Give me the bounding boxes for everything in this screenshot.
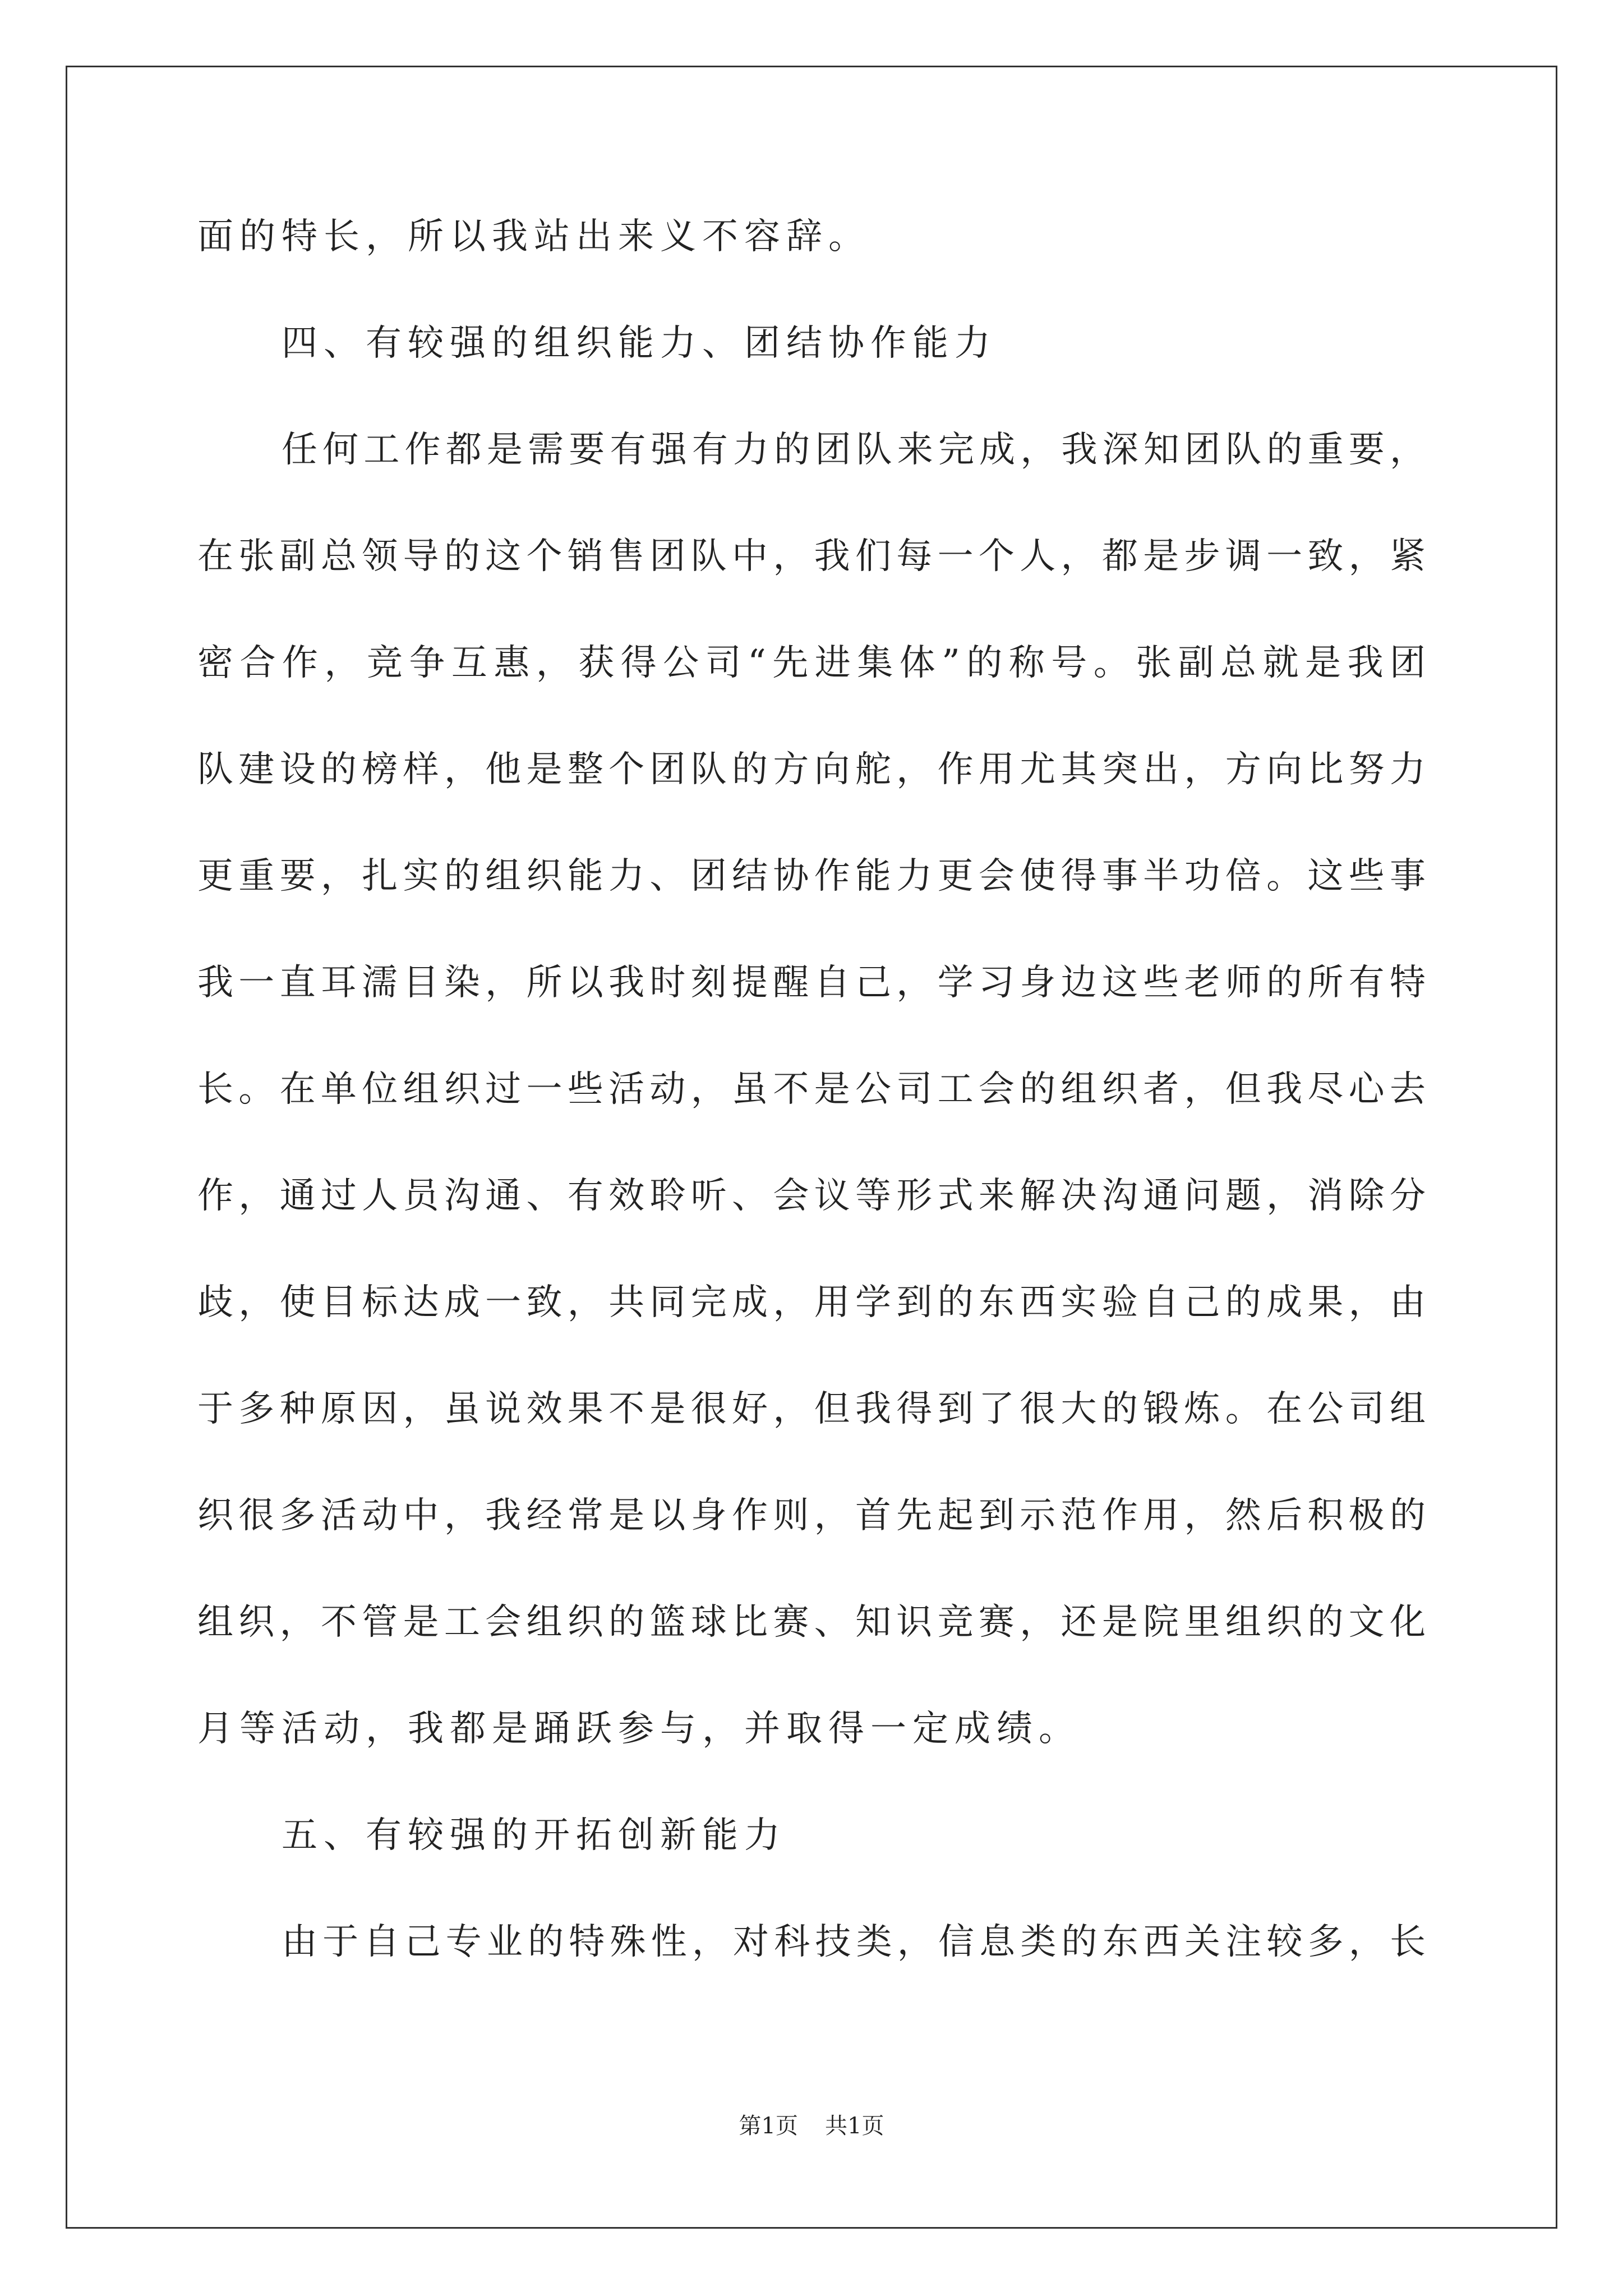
page-number: 第1页 <box>739 2113 798 2139</box>
section-heading-4: 四、有较强的组织能力、团结协作能力 <box>282 323 997 364</box>
body-line-3: 任何工作都是需要有强有力的团队来完成，我深知团队的重要， <box>282 429 1426 471</box>
body-line-12: 于多种原因，虽说效果不是很好，但我得到了很大的锻炼。在公司组 <box>197 1388 1426 1430</box>
body-line-1: 面的特长，所以我站出来义不容辞。 <box>197 216 870 257</box>
body-line-13: 织很多活动中，我经常是以身作则，首先起到示范作用，然后积极的 <box>197 1495 1426 1536</box>
body-line-11: 歧，使目标达成一致，共同完成，用学到的东西实验自己的成果，由 <box>197 1282 1426 1323</box>
body-line-9: 长。在单位组织过一些活动，虽不是公司工会的组织者，但我尽心去 <box>197 1069 1426 1110</box>
body-line-14: 组织，不管是工会组织的篮球比赛、知识竞赛，还是院里组织的文化 <box>197 1602 1426 1643</box>
body-line-8: 我一直耳濡目染，所以我时刻提醒自己，学习身边这些老师的所有特 <box>197 962 1426 1004</box>
body-line-17: 由于自己专业的特殊性，对科技类，信息类的东西关注较多，长 <box>282 1921 1426 1963</box>
body-line-15: 月等活动，我都是踊跃参与，并取得一定成绩。 <box>197 1708 1081 1750</box>
body-line-6: 队建设的榜样，他是整个团队的方向舵，作用尤其突出，方向比努力 <box>197 749 1426 790</box>
body-line-10: 作，通过人员沟通、有效聆听、会议等形式来解决沟通问题，消除分 <box>197 1175 1426 1217</box>
body-line-5: 密合作，竞争互惠，获得公司“先进集体”的称号。张副总就是我团 <box>197 642 1426 684</box>
body-line-7: 更重要，扎实的组织能力、团结协作能力更会使得事半功倍。这些事 <box>197 855 1426 897</box>
page-total: 共1页 <box>825 2113 884 2139</box>
section-heading-5: 五、有较强的开拓创新能力 <box>282 1815 786 1856</box>
page-footer <box>0 2109 1623 2143</box>
body-line-4: 在张副总领导的这个销售团队中，我们每一个人，都是步调一致，紧 <box>197 536 1426 577</box>
page-border <box>66 66 1557 2229</box>
